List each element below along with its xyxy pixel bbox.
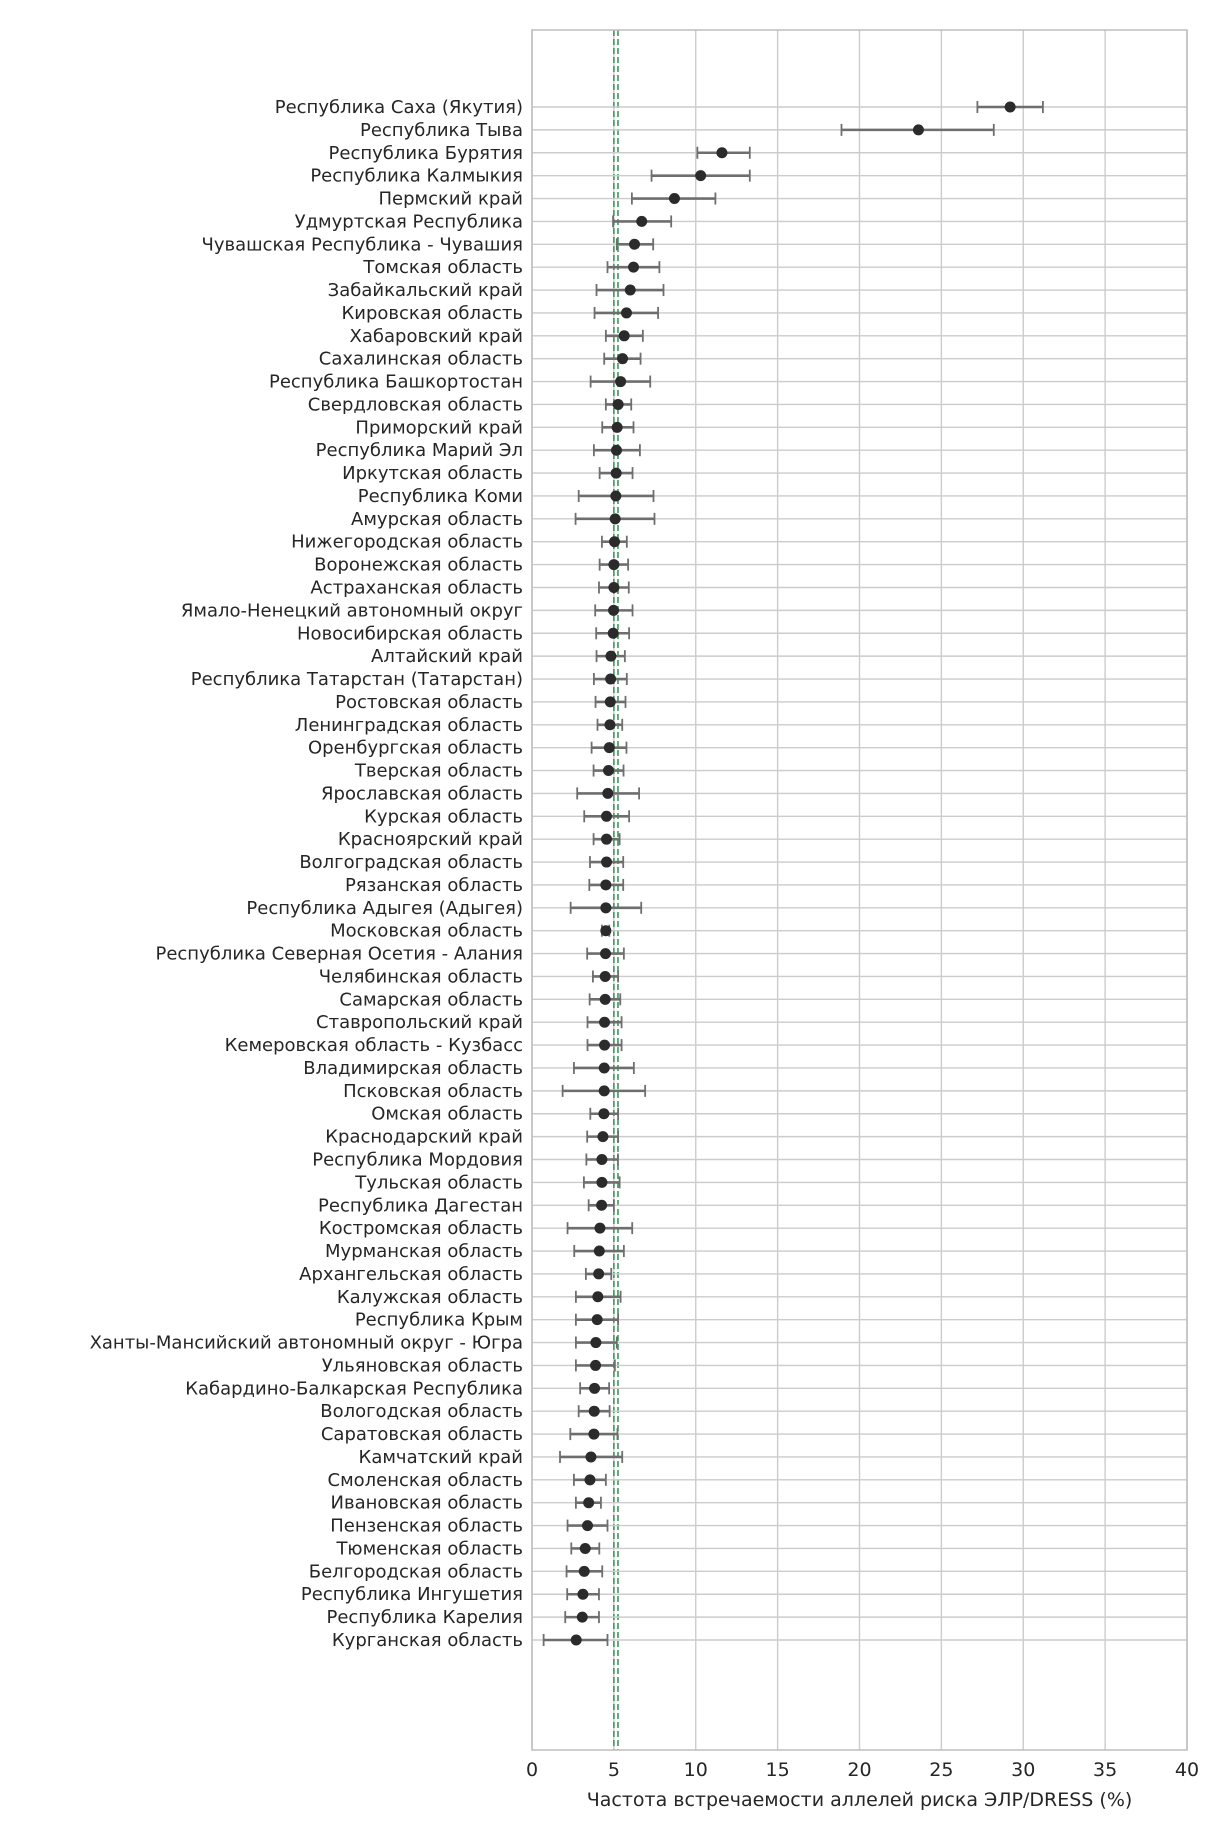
data-row xyxy=(309,1561,1187,1582)
data-row xyxy=(355,1310,1187,1331)
data-row xyxy=(378,189,1187,210)
y-tick-label: Республика Саха (Якутия) xyxy=(274,97,523,118)
data-point xyxy=(604,742,615,753)
x-tick-label: 35 xyxy=(1093,1759,1118,1781)
y-tick-label: Приморский край xyxy=(355,417,523,439)
data-row xyxy=(319,1218,1187,1239)
data-point xyxy=(592,1291,603,1302)
y-tick-label: Свердловская область xyxy=(307,394,523,416)
data-point xyxy=(577,1612,588,1623)
data-row xyxy=(358,486,1187,507)
data-point xyxy=(589,1383,600,1394)
data-point xyxy=(612,422,623,433)
data-point xyxy=(608,628,619,639)
y-tick-label: Сахалинская область xyxy=(318,348,523,370)
data-row xyxy=(310,166,1187,187)
y-tick-label: Ставропольский край xyxy=(316,1012,523,1034)
y-tick-label: Ямало-Ненецкий автономный округ xyxy=(180,600,523,622)
data-point xyxy=(621,307,632,318)
data-row xyxy=(185,1378,1187,1399)
reference-lines xyxy=(614,30,618,1750)
y-tick-label: Саратовская область xyxy=(320,1424,523,1446)
data-point xyxy=(596,1200,607,1211)
data-row xyxy=(359,1447,1187,1468)
data-point xyxy=(579,1566,590,1577)
data-point xyxy=(1005,102,1016,113)
data-point xyxy=(695,170,706,181)
data-row xyxy=(299,1264,1187,1285)
data-row xyxy=(351,509,1187,530)
data-point xyxy=(597,1131,608,1142)
data-point xyxy=(601,857,612,868)
data-row xyxy=(330,921,1187,942)
y-tick-label: Псковская область xyxy=(343,1080,523,1102)
data-point xyxy=(571,1635,582,1646)
x-tick-label: 25 xyxy=(929,1759,954,1781)
data-point xyxy=(608,559,619,570)
y-tick-label: Республика Крым xyxy=(354,1309,523,1331)
data-row xyxy=(308,738,1187,759)
data-row xyxy=(345,875,1187,896)
data-row xyxy=(295,211,1187,232)
y-tick-label: Республика Башкортостан xyxy=(268,371,523,393)
x-tick-labels xyxy=(526,1759,1199,1781)
data-row xyxy=(269,372,1187,393)
x-axis-label: Частота встречаемости аллелей риска ЭЛР/DRESS (%) xyxy=(586,1789,1133,1811)
data-point xyxy=(600,925,611,936)
y-tick-label: Московская область xyxy=(330,920,523,942)
y-tick-label: Рязанская область xyxy=(344,874,523,896)
data-point xyxy=(610,490,621,501)
data-point xyxy=(599,1085,610,1096)
data-row xyxy=(318,1195,1187,1216)
data-point xyxy=(613,399,624,410)
data-point xyxy=(605,651,616,662)
data-row xyxy=(202,234,1187,255)
y-tick-label: Астраханская область xyxy=(310,577,523,599)
data-row xyxy=(275,97,1187,118)
y-tick-label: Камчатский край xyxy=(358,1446,523,1468)
data-row xyxy=(321,783,1187,804)
y-tick-label: Курганская область xyxy=(331,1630,523,1651)
data-point xyxy=(596,1154,607,1165)
x-tick-label: 5 xyxy=(607,1759,620,1781)
data-row xyxy=(312,1150,1187,1171)
data-point xyxy=(636,216,647,227)
y-tick-label: Владимирская область xyxy=(303,1057,523,1079)
data-point xyxy=(590,1360,601,1371)
data-point xyxy=(600,971,611,982)
data-point xyxy=(601,811,612,822)
data-point xyxy=(582,1520,593,1531)
data-row xyxy=(331,1493,1187,1514)
y-tick-label: Республика Коми xyxy=(357,485,523,507)
data-row xyxy=(354,1172,1187,1193)
data-point xyxy=(628,262,639,273)
data-point xyxy=(608,582,619,593)
x-tick-label: 15 xyxy=(765,1759,790,1781)
data-point xyxy=(593,1268,604,1279)
y-tick-label: Кировская область xyxy=(341,302,523,324)
data-point xyxy=(615,376,626,387)
data-point xyxy=(594,1246,605,1257)
data-point xyxy=(601,834,612,845)
y-tick-label: Архангельская область xyxy=(299,1263,523,1285)
x-tick-label: 30 xyxy=(1011,1759,1036,1781)
data-row xyxy=(310,577,1187,598)
y-tick-label: Республика Марий Эл xyxy=(315,440,523,462)
y-tick-label: Республика Карелия xyxy=(326,1607,523,1629)
data-row xyxy=(322,1355,1187,1376)
data-point xyxy=(600,948,611,959)
data-row xyxy=(225,1035,1187,1056)
y-tick-label: Республика Северная Осетия - Алания xyxy=(155,943,523,965)
y-tick-label: Ивановская область xyxy=(330,1492,523,1514)
y-tick-label: Смоленская область xyxy=(327,1469,523,1491)
data-row xyxy=(360,120,1187,141)
data-row xyxy=(341,303,1187,324)
data-point xyxy=(598,1108,609,1119)
data-row xyxy=(343,1081,1187,1102)
y-tick-label: Красноярский край xyxy=(337,829,523,851)
y-tick-label: Костромская область xyxy=(318,1218,523,1240)
y-tick-label: Республика Адыгея (Адыгея) xyxy=(246,897,523,919)
y-tick-label: Белгородская область xyxy=(308,1561,523,1583)
data-row xyxy=(90,1333,1187,1354)
y-tick-label: Республика Ингушетия xyxy=(300,1584,523,1606)
data-point xyxy=(580,1543,591,1554)
data-point xyxy=(600,994,611,1005)
data-point xyxy=(604,719,615,730)
data-point xyxy=(602,788,613,799)
data-point xyxy=(716,147,727,158)
data-row xyxy=(339,989,1187,1010)
data-row xyxy=(326,1607,1187,1628)
y-tick-label: Томская область xyxy=(363,257,523,279)
data-point xyxy=(584,1474,595,1485)
data-row xyxy=(364,806,1187,827)
x-tick-label: 20 xyxy=(847,1759,872,1781)
data-point xyxy=(611,445,622,456)
data-row xyxy=(325,1127,1187,1148)
data-point xyxy=(625,285,636,296)
data-row xyxy=(321,1424,1187,1445)
y-tick-label: Хабаровский край xyxy=(349,325,523,347)
data-row xyxy=(291,532,1187,553)
y-tick-label: Челябинская область xyxy=(318,966,523,988)
y-tick-label: Оренбургская область xyxy=(307,737,523,759)
data-row xyxy=(319,966,1187,987)
data-row xyxy=(335,1538,1187,1559)
y-tick-label: Алтайский край xyxy=(371,646,523,668)
data-point xyxy=(583,1497,594,1508)
y-tick-label: Республика Татарстан (Татарстан) xyxy=(190,669,523,691)
y-tick-label: Новосибирская область xyxy=(297,623,523,645)
data-row xyxy=(371,646,1187,667)
y-tick-label: Республика Тыва xyxy=(359,119,523,141)
y-tick-label: Амурская область xyxy=(351,508,523,530)
data-point xyxy=(913,124,924,135)
data-row xyxy=(350,326,1187,347)
data-row xyxy=(301,1584,1187,1605)
y-tick-label: Краснодарский край xyxy=(325,1126,523,1148)
data-point xyxy=(588,1429,599,1440)
data-point xyxy=(589,1406,600,1417)
y-tick-label: Мурманская область xyxy=(325,1241,523,1263)
y-tick-label: Пермский край xyxy=(378,188,523,210)
y-tick-label: Ханты-Мансийский автономный округ - Югра xyxy=(89,1332,523,1354)
data-row xyxy=(362,257,1187,278)
y-tick-label: Ярославская область xyxy=(321,783,523,805)
y-tick-label: Омская область xyxy=(371,1103,523,1125)
x-tick-label: 40 xyxy=(1174,1759,1200,1781)
data-point xyxy=(605,674,616,685)
data-point xyxy=(669,193,680,204)
data-point xyxy=(592,1314,603,1325)
y-tick-label: Тверская область xyxy=(354,760,523,782)
y-tick-label: Вологодская область xyxy=(320,1401,523,1423)
data-row xyxy=(316,1012,1187,1033)
data-point xyxy=(599,1040,610,1051)
data-row xyxy=(328,1470,1188,1491)
data-row xyxy=(338,829,1187,850)
data-point xyxy=(610,513,621,524)
data-row xyxy=(295,715,1187,736)
y-tick-label: Ростовская область xyxy=(335,691,523,713)
data-row xyxy=(330,1516,1187,1537)
data-point xyxy=(619,330,630,341)
data-point xyxy=(608,605,619,616)
y-tick-label: Калужская область xyxy=(336,1286,523,1308)
y-tick-label: Тюменская область xyxy=(336,1538,523,1560)
data-row xyxy=(319,349,1187,370)
data-row xyxy=(246,898,1187,919)
y-tick-label: Кемеровская область - Кузбасс xyxy=(224,1035,523,1057)
data-row xyxy=(354,761,1187,782)
y-tick-label: Нижегородская область xyxy=(291,531,523,553)
y-tick-label: Иркутская область xyxy=(342,463,523,485)
data-point xyxy=(609,536,620,547)
y-tick-label: Ленинградская область xyxy=(294,714,523,736)
y-tick-label: Удмуртская Республика xyxy=(294,211,523,233)
data-point xyxy=(577,1589,588,1600)
data-row xyxy=(329,143,1187,164)
data-row xyxy=(342,463,1187,484)
y-tick-label: Республика Калмыкия xyxy=(310,165,523,187)
data-row xyxy=(335,692,1187,713)
data-point xyxy=(599,1062,610,1073)
data-row xyxy=(328,280,1187,301)
data-point xyxy=(611,468,622,479)
y-tick-label: Тульская область xyxy=(355,1172,523,1194)
data-row xyxy=(371,1104,1187,1125)
y-tick-label: Пензенская область xyxy=(330,1515,523,1537)
data-row xyxy=(316,440,1187,461)
data-row xyxy=(181,600,1187,621)
y-tick-label: Забайкальский край xyxy=(327,280,523,302)
data-row xyxy=(155,944,1187,965)
data-row xyxy=(299,852,1187,873)
data-point xyxy=(600,879,611,890)
x-tick-label: 0 xyxy=(525,1759,539,1781)
data-point xyxy=(594,1223,605,1234)
data-row xyxy=(314,555,1187,576)
y-tick-label: Чувашская Республика - Чувашия xyxy=(201,234,523,256)
y-tick-label: Кабардино-Балкарская Республика xyxy=(185,1378,523,1400)
data-row xyxy=(303,1058,1187,1079)
y-tick-label: Ульяновская область xyxy=(321,1355,523,1377)
data-point xyxy=(605,696,616,707)
data-row xyxy=(337,1287,1187,1308)
data-row xyxy=(191,669,1187,690)
data-row xyxy=(325,1241,1187,1262)
data-row xyxy=(355,417,1187,438)
data-rows xyxy=(90,97,1187,1651)
y-tick-label: Волгоградская область xyxy=(299,852,523,874)
y-tick-label: Республика Дагестан xyxy=(318,1195,523,1217)
data-point xyxy=(596,1177,607,1188)
data-point xyxy=(600,902,611,913)
y-tick-label: Воронежская область xyxy=(314,554,523,576)
y-tick-label: Самарская область xyxy=(339,989,523,1011)
data-point xyxy=(629,239,640,250)
data-row xyxy=(320,1401,1187,1422)
x-tick-label: 10 xyxy=(683,1759,708,1781)
data-point xyxy=(590,1337,601,1348)
data-point xyxy=(585,1451,596,1462)
y-tick-label: Республика Бурятия xyxy=(328,142,523,164)
y-tick-label: Курская область xyxy=(364,806,523,828)
data-row xyxy=(308,394,1187,415)
data-point xyxy=(603,765,614,776)
data-point xyxy=(599,1017,610,1028)
data-point xyxy=(617,353,628,364)
data-row xyxy=(297,623,1187,644)
y-tick-label: Республика Мордовия xyxy=(312,1149,523,1171)
data-row xyxy=(332,1630,1187,1651)
